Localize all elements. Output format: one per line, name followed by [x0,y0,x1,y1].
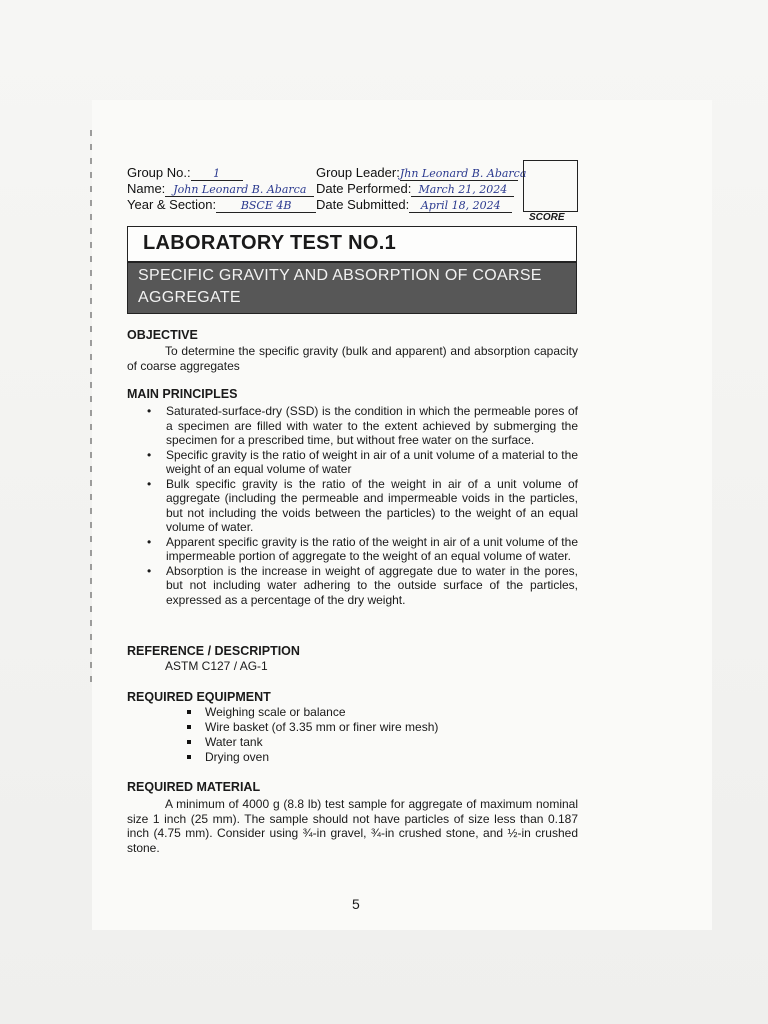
group-no-row [127,165,243,181]
material-heading: REQUIRED MATERIAL [127,780,261,794]
material-text: A minimum of 4000 g (8.8 lb) test sample for aggregate of maximum nominal size 1 inch (25 mm). The sample should not have particles of size less than 0.187 inch (4.75 mm). Consider using ¾-in gravel, ¾-in crushed stone, and ½-in crushed stone. [127,797,578,855]
principles-heading: MAIN PRINCIPLES [127,387,238,401]
subtitle-line-1: SPECIFIC GRAVITY AND ABSORPTION OF COARSE [138,267,542,284]
equipment-text: Drying oven [205,750,270,764]
date-submitted-value: April 18, 2024 [409,199,512,213]
principle-text: Absorption is the increase in weight of aggregate due to water in the pores, but not including water adhering to the outside surface of the particles, expressed as a percentage of the dry weight. [166,563,578,607]
principle-text: Bulk specific gravity is the ratio of the weight in air of a unit volume of aggregate (including the permeable and impermeable voids in the particles, but not including the voids between the particles) to the weight of an equal volume of water. [166,476,578,534]
list-item [187,750,438,765]
list-item [146,477,578,535]
principle-text: Saturated-surface-dry (SSD) is the condition in which the permeable pores of a specimen are filled with water to the extent achieved by submerging the specimen for a prescribed time, but without free water on the surface. [166,404,578,447]
square-bullet-icon [187,740,191,744]
list-item [146,404,578,448]
bullet-icon: • [147,563,152,578]
group-no-label: Group No.: [127,165,191,180]
list-item [146,448,578,477]
objective-text: To determine the specific gravity (bulk and apparent) and absorption capacity of coarse aggregates [127,344,578,373]
bullet-icon: • [147,534,152,549]
date-performed-value: March 21, 2024 [411,183,514,197]
principle-text: Specific gravity is the ratio of weight in air of a unit volume of a material to the weight of an equal volume of water [166,447,578,476]
name-row [127,181,314,197]
objective-heading: OBJECTIVE [127,328,198,342]
group-no-value: 1 [191,167,243,181]
group-leader-value: Jhn Leonard B. Abarca [399,167,527,180]
bullet-icon: • [147,476,152,491]
list-item [146,564,578,608]
date-submitted-label: Date Submitted: [316,197,410,212]
group-leader-row [316,165,527,181]
name-label: Name: [127,181,166,196]
square-bullet-icon [187,755,191,759]
reference-text: ASTM C127 / AG-1 [165,659,268,673]
score-box [523,160,578,212]
page-title: LABORATORY TEST NO.1 [143,232,397,254]
date-performed-row [316,181,514,197]
date-performed-label: Date Performed: [316,181,412,196]
equipment-text: Water tank [205,735,263,749]
year-section-label: Year & Section: [127,197,217,212]
equipment-heading: REQUIRED EQUIPMENT [127,690,271,704]
equipment-text: Wire basket (of 3.35 mm or finer wire mesh) [205,720,439,734]
equipment-list [187,705,438,765]
principles-list [146,404,578,607]
list-item [187,735,438,750]
list-item [146,535,578,564]
list-item [187,720,438,735]
year-section-value: BSCE 4B [216,199,316,213]
bullet-icon: • [147,404,152,418]
scan-edge-artifact [90,130,92,690]
date-submitted-row [316,197,512,213]
square-bullet-icon [187,725,191,729]
name-value: John Leonard B. Abarca [165,183,314,197]
subtitle-line-2: AGGREGATE [138,289,241,306]
list-item [187,705,438,720]
square-bullet-icon [187,710,191,714]
score-label: SCORE [529,212,565,223]
bullet-icon: • [147,447,152,462]
year-section-row [127,197,316,213]
page-number: 5 [352,896,360,912]
group-leader-label: Group Leader: [316,165,400,180]
reference-heading: REFERENCE / DESCRIPTION [127,644,300,658]
equipment-text: Weighing scale or balance [205,705,346,719]
principle-text: Apparent specific gravity is the ratio of the weight in air of a unit volume of the impermeable portion of aggregate to the weight of an equal volume of water. [166,534,578,563]
